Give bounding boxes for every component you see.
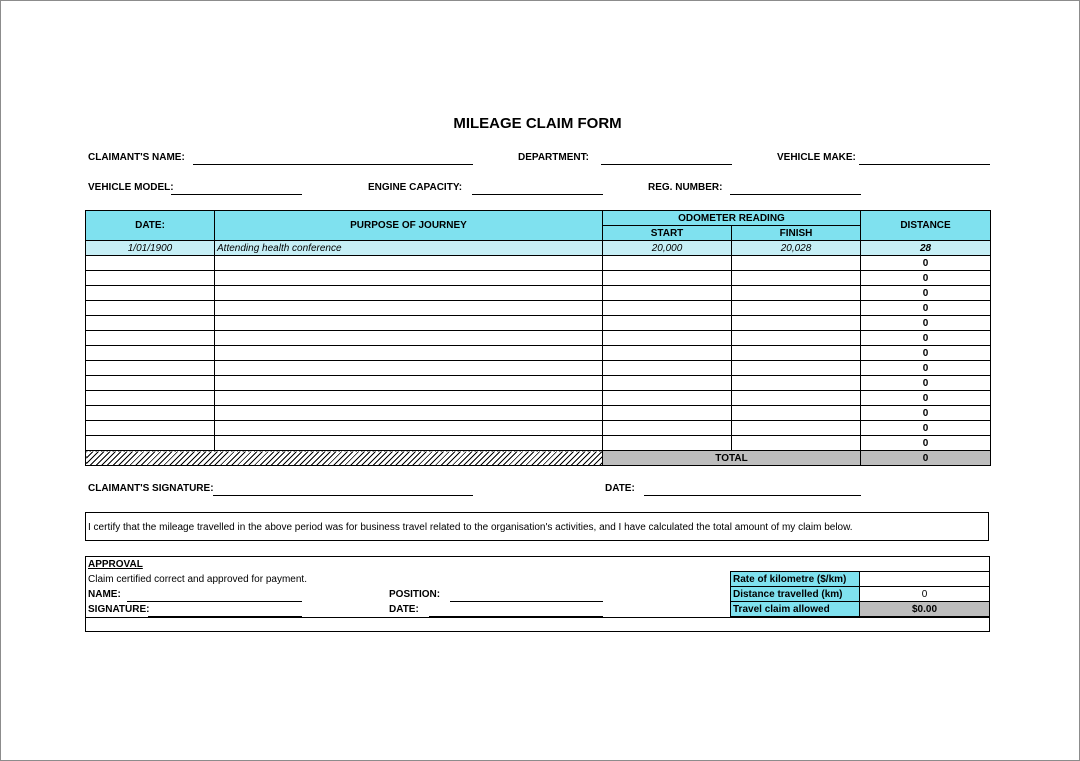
purpose-cell[interactable] [215, 436, 603, 451]
purpose-cell[interactable]: Attending health conference [215, 241, 603, 256]
date-cell[interactable] [86, 391, 215, 406]
approval-divider [86, 617, 989, 618]
claimant-name-underline [193, 164, 473, 165]
distance-travelled-label: Distance travelled (km) [731, 587, 860, 602]
approver-date-label: DATE: [389, 604, 419, 615]
finish-cell[interactable] [732, 391, 861, 406]
finish-cell[interactable] [732, 316, 861, 331]
distance-cell: 0 [861, 286, 991, 301]
start-cell[interactable]: 20,000 [603, 241, 732, 256]
purpose-cell[interactable] [215, 406, 603, 421]
purpose-cell[interactable] [215, 346, 603, 361]
start-cell[interactable] [603, 256, 732, 271]
distance-cell: 28 [861, 241, 991, 256]
approver-name-line[interactable] [127, 601, 302, 602]
start-cell[interactable] [603, 301, 732, 316]
date-cell[interactable] [86, 331, 215, 346]
vehicle-model-underline [171, 194, 302, 195]
start-cell[interactable] [603, 331, 732, 346]
purpose-cell[interactable] [215, 421, 603, 436]
distance-cell: 0 [861, 271, 991, 286]
table-row [86, 241, 991, 256]
approver-position-line[interactable] [450, 601, 603, 602]
date-header: DATE: [86, 211, 215, 241]
start-cell[interactable] [603, 271, 732, 286]
purpose-cell[interactable] [215, 361, 603, 376]
finish-cell[interactable] [732, 271, 861, 286]
finish-cell[interactable] [732, 301, 861, 316]
table-row [86, 286, 991, 301]
signature-date-label: DATE: [605, 483, 635, 494]
distance-cell: 0 [861, 391, 991, 406]
approver-position-label: POSITION: [389, 589, 441, 600]
purpose-cell[interactable] [215, 316, 603, 331]
travel-claim-label: Travel claim allowed [731, 602, 860, 617]
purpose-header: PURPOSE OF JOURNEY [215, 211, 603, 241]
table-row [86, 256, 991, 271]
date-cell[interactable] [86, 301, 215, 316]
distance-cell: 0 [861, 421, 991, 436]
start-cell[interactable] [603, 316, 732, 331]
signature-date-line[interactable] [644, 495, 861, 496]
table-row [86, 301, 991, 316]
department-label: DEPARTMENT: [518, 152, 589, 163]
claimant-signature-label: CLAIMANT'S SIGNATURE: [88, 483, 214, 494]
approval-statement: Claim certified correct and approved for payment. [88, 574, 307, 585]
date-cell[interactable] [86, 361, 215, 376]
distance-cell: 0 [861, 376, 991, 391]
claimant-name-label: CLAIMANT'S NAME: [88, 152, 185, 163]
finish-cell[interactable] [732, 436, 861, 451]
date-cell[interactable] [86, 436, 215, 451]
purpose-cell[interactable] [215, 376, 603, 391]
table-row [86, 406, 991, 421]
date-cell[interactable] [86, 421, 215, 436]
finish-cell[interactable] [732, 361, 861, 376]
approver-signature-line[interactable] [148, 616, 302, 617]
start-cell[interactable] [603, 286, 732, 301]
approval-heading: APPROVAL [88, 559, 143, 570]
vehicle-model-label: VEHICLE MODEL: [88, 182, 174, 193]
start-header: START [603, 226, 732, 241]
odometer-header: ODOMETER READING [603, 211, 861, 226]
total-row [86, 451, 991, 466]
table-row [86, 436, 991, 451]
finish-cell[interactable]: 20,028 [732, 241, 861, 256]
certification-statement: I certify that the mileage travelled in the above period was for business travel related to the organisation's activities, and I have calculated the total amount of my claim below. [85, 512, 989, 541]
date-cell[interactable] [86, 286, 215, 301]
purpose-cell[interactable] [215, 271, 603, 286]
start-cell[interactable] [603, 421, 732, 436]
table-row [86, 361, 991, 376]
date-cell[interactable] [86, 406, 215, 421]
finish-cell[interactable] [732, 256, 861, 271]
purpose-cell[interactable] [215, 391, 603, 406]
finish-cell[interactable] [732, 376, 861, 391]
date-cell[interactable]: 1/01/1900 [86, 241, 215, 256]
date-cell[interactable] [86, 316, 215, 331]
form-title: MILEAGE CLAIM FORM [453, 115, 622, 132]
start-cell[interactable] [603, 346, 732, 361]
distance-cell: 0 [861, 301, 991, 316]
table-row [86, 391, 991, 406]
distance-travelled-value: 0 [860, 587, 990, 602]
table-row [86, 421, 991, 436]
finish-cell[interactable] [732, 346, 861, 361]
table-row [86, 316, 991, 331]
vehicle-make-underline [859, 164, 990, 165]
date-cell[interactable] [86, 346, 215, 361]
table-row [86, 346, 991, 361]
finish-cell[interactable] [732, 406, 861, 421]
rate-input[interactable] [860, 572, 990, 587]
hatched-area [86, 451, 603, 466]
distance-cell: 0 [861, 346, 991, 361]
total-value: 0 [861, 451, 991, 466]
date-cell[interactable] [86, 271, 215, 286]
finish-cell[interactable] [732, 421, 861, 436]
claimant-signature-line[interactable] [213, 495, 473, 496]
distance-header: DISTANCE [861, 211, 991, 241]
finish-header: FINISH [732, 226, 861, 241]
distance-cell: 0 [861, 406, 991, 421]
rate-label: Rate of kilometre ($/km) [731, 572, 860, 587]
travel-claim-value: $0.00 [860, 602, 990, 617]
engine-capacity-underline [472, 194, 603, 195]
distance-cell: 0 [861, 256, 991, 271]
start-cell[interactable] [603, 361, 732, 376]
reg-number-underline [730, 194, 861, 195]
table-row [86, 331, 991, 346]
start-cell[interactable] [603, 436, 732, 451]
start-cell[interactable] [603, 391, 732, 406]
approver-name-label: NAME: [88, 589, 121, 600]
distance-cell: 0 [861, 436, 991, 451]
engine-capacity-label: ENGINE CAPACITY: [368, 182, 463, 193]
purpose-cell[interactable] [215, 331, 603, 346]
start-cell[interactable] [603, 406, 732, 421]
distance-cell: 0 [861, 361, 991, 376]
approver-date-line[interactable] [429, 616, 603, 617]
journey-table [85, 210, 991, 466]
distance-cell: 0 [861, 316, 991, 331]
vehicle-make-label: VEHICLE MAKE: [777, 152, 856, 163]
department-underline [601, 164, 732, 165]
finish-cell[interactable] [732, 331, 861, 346]
purpose-cell[interactable] [215, 301, 603, 316]
finish-cell[interactable] [732, 286, 861, 301]
reg-number-label: REG. NUMBER: [648, 182, 723, 193]
total-label: TOTAL [603, 451, 861, 466]
purpose-cell[interactable] [215, 286, 603, 301]
table-row [86, 376, 991, 391]
approver-signature-label: SIGNATURE: [88, 604, 150, 615]
purpose-cell[interactable] [215, 256, 603, 271]
distance-cell: 0 [861, 331, 991, 346]
table-row [86, 271, 991, 286]
start-cell[interactable] [603, 376, 732, 391]
date-cell[interactable] [86, 376, 215, 391]
claim-calculation-table [730, 571, 990, 617]
date-cell[interactable] [86, 256, 215, 271]
